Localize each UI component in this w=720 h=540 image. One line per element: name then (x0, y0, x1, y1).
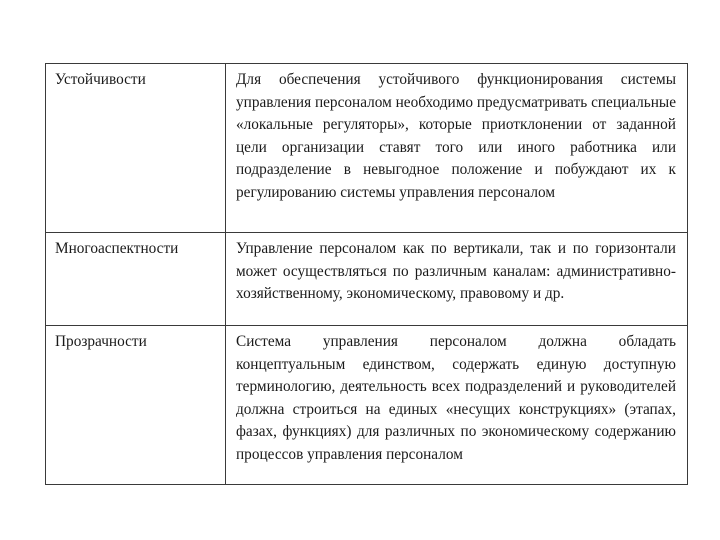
principle-description: Для обеспечения устойчивого функционирования системы управления персоналом необходимо предусматривать специальные «локальные регуляторы», которые приотклонении от заданной цели организации ставят того или иного работника или подразделение в невыгодное положение и побуждают их к регулированию системы управления персоналом (226, 64, 688, 233)
principle-description: Управление персоналом как по вертикали, так и по горизонтали может осуществляться по различным каналам: административно-хозяйственному, экономическому, правовому и др. (226, 233, 688, 326)
table-row (46, 233, 688, 326)
principle-name: Прозрачности (46, 326, 226, 485)
principle-description: Система управления персоналом должна обладать концептуальным единством, содержать единую доступную терминологию, деятельность всех подразделений и руководителей должна строиться на единых «несущих конструкциях» (этапах, фазах, функциях) для различных по экономическому содержанию процессов управления персоналом (226, 326, 688, 485)
principles-table (45, 63, 688, 485)
principle-name: Устойчивости (46, 64, 226, 233)
principle-name: Многоаспектности (46, 233, 226, 326)
table-row (46, 64, 688, 233)
table-row (46, 326, 688, 485)
